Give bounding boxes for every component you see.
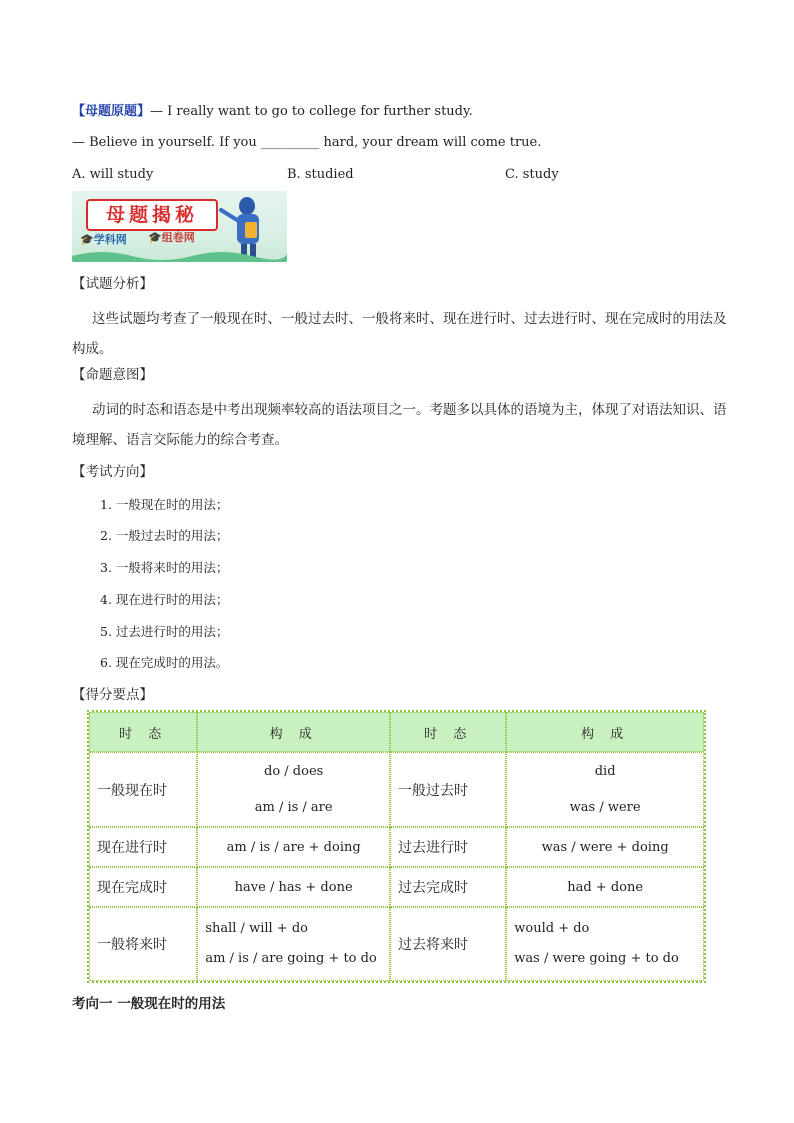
form-cell: shall / will + do am / is / are going + to do — [197, 907, 390, 981]
table-row — [89, 827, 704, 867]
form-cell: did was / were — [506, 752, 704, 827]
form-cell: am / is / are + doing — [197, 827, 390, 867]
header-form-1: 构 成 — [197, 712, 390, 752]
form-cell: do / does am / is / are — [197, 752, 390, 827]
tense-cell: 现在进行时 — [89, 827, 197, 867]
logo-zujuanwang: 🎓组卷网 — [148, 231, 195, 244]
banner-wave — [72, 248, 287, 262]
tense-cell: 过去将来时 — [390, 907, 506, 981]
intent-heading: 【命题意图】 — [72, 367, 153, 383]
section-title-direction-1: 考向一 一般现在时的用法 — [72, 996, 226, 1012]
form-cell: was / were + doing — [506, 827, 704, 867]
banner-title: 母题揭秘 — [86, 199, 218, 231]
option-b: B. studied — [287, 167, 354, 182]
tense-cell: 一般现在时 — [89, 752, 197, 827]
tense-cell: 现在完成时 — [89, 867, 197, 907]
direction-item-4: 4. 现在进行时的用法； — [100, 592, 229, 607]
direction-item-2: 2. 一般过去时的用法； — [100, 528, 229, 543]
direction-heading: 【考试方向】 — [72, 464, 153, 480]
direction-item-3: 3. 一般将来时的用法； — [100, 560, 229, 575]
table-row — [89, 752, 704, 827]
direction-item-5: 5. 过去进行时的用法； — [100, 624, 229, 639]
tense-cell: 过去进行时 — [390, 827, 506, 867]
analysis-text: 这些试题均考查了一般现在时、一般过去时、一般将来时、现在进行时、过去进行时、现在完成时的用法及构成。 — [72, 311, 727, 357]
table-row — [89, 867, 704, 907]
tense-table — [87, 710, 706, 983]
option-a: A. will study — [72, 167, 154, 182]
intent-text: 动词的时态和语态是中考出现频率较高的语法项目之一。考题多以具体的语境为主，体现了对语法知识、语境理解、语言交际能力的综合考查。 — [72, 402, 727, 448]
header-tense-1: 时 态 — [89, 712, 197, 752]
tense-cell: 一般将来时 — [89, 907, 197, 981]
tense-cell: 过去完成时 — [390, 867, 506, 907]
table-header-row — [89, 712, 704, 752]
form-cell: have / has + done — [197, 867, 390, 907]
question-tag: 【母题原题】 — [72, 104, 151, 119]
logo-xuekewang: 🎓学科网 — [80, 233, 127, 246]
form-cell: would + do was / were going + to do — [506, 907, 704, 981]
direction-item-6: 6. 现在完成时的用法。 — [100, 655, 229, 670]
form-cell: had + done — [506, 867, 704, 907]
question-line-1 — [72, 103, 473, 121]
header-tense-2: 时 态 — [390, 712, 506, 752]
banner-image — [72, 191, 287, 262]
question-text-1: — I really want to go to college for further study. — [150, 104, 473, 119]
option-c: C. study — [505, 167, 559, 182]
points-heading: 【得分要点】 — [72, 687, 153, 703]
header-form-2: 构 成 — [506, 712, 704, 752]
table-row — [89, 907, 704, 981]
analysis-heading: 【试题分析】 — [72, 276, 153, 292]
question-line-2: — Believe in yourself. If you _________ hard, your dream will come true. — [72, 135, 542, 150]
direction-item-1: 1. 一般现在时的用法； — [100, 497, 229, 512]
tense-cell: 一般过去时 — [390, 752, 506, 827]
